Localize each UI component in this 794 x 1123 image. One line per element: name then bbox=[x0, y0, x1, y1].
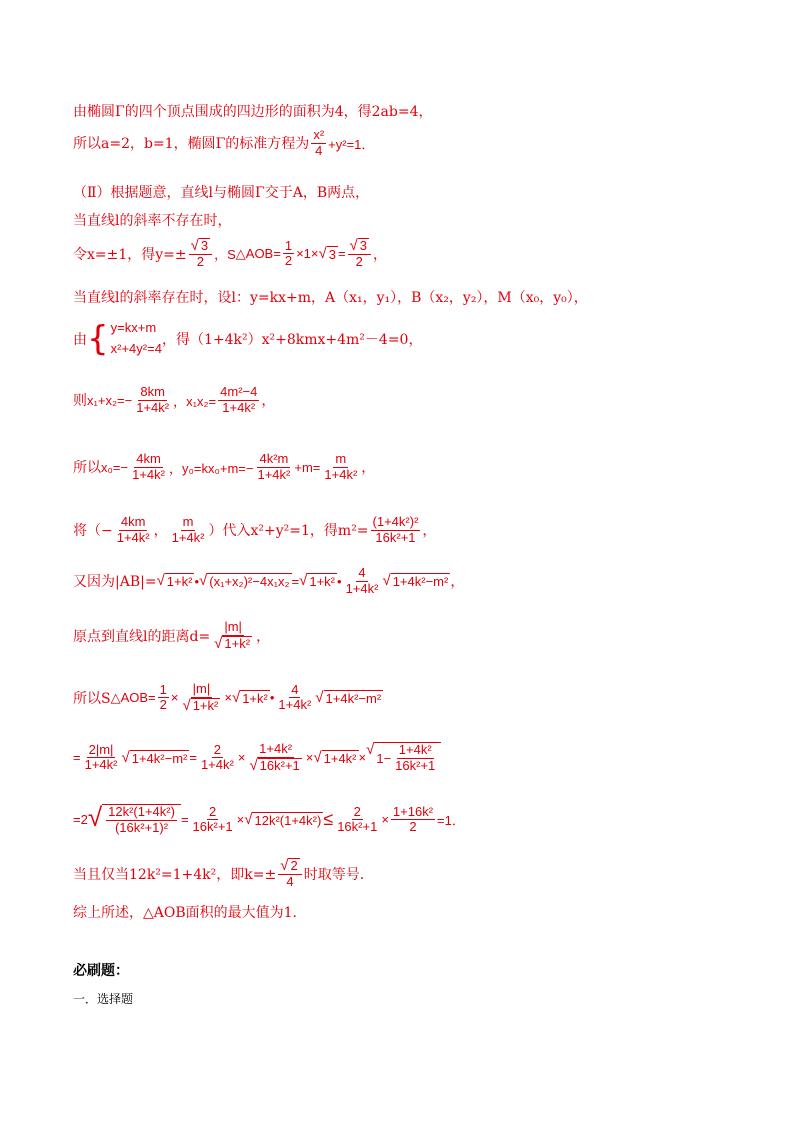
sqrt-symbol: √ 1+k² bbox=[156, 572, 193, 590]
sqrt-symbol: √ $\frac{\text{12k²(1+4k²)}}{\text{(16k²+1)²}}$ bbox=[88, 804, 181, 836]
section-heading-must-do bbox=[73, 960, 129, 980]
area-statement: 由椭圆Γ的四个顶点围成的四边形的面积为4，得2ab=4， bbox=[73, 104, 433, 120]
text-line-vieta: 则 x₁+x₂=− $\frac{8km}{\text{1+4k²}}$ ，x₁x₂= $\frac{\text{4m²−4}}{\text{1+4k²}}$ ， bbox=[73, 384, 276, 415]
sqrt-symbol: √ 1− $\frac{\text{1+4k²}}{\text{16k²+1}}$ bbox=[366, 742, 441, 774]
fraction-under-root: $\frac{\text{12k²(1+4k²)}}{\text{(16k²+1)²}}$ bbox=[108, 804, 175, 835]
fraction-root2-over-4: √ 2 4 bbox=[278, 858, 301, 890]
equation-tail: +y²=1． bbox=[328, 136, 375, 152]
fraction-x0: $\frac{4km}{\text{1+4k²}}$ bbox=[132, 451, 165, 482]
text-line-inequality: =2 √ $\frac{\text{12k²(1+4k²)}}{\text{(16k²+1)²}}$ = $\frac{2}{\text{16k²+1}}$ × √ 12k²(1+4k²) ≤ $\frac{2}{\text{16k²+1}}$ × $\frac{\text{1+16k²}}{2}$ =1． bbox=[73, 802, 465, 835]
fraction-two: $\frac{2}{\text{16k²+1}}$ bbox=[337, 803, 378, 835]
equation-system: y=kx+m x²+4y²=4 bbox=[110, 320, 162, 356]
case-one-heading: 当直线l的斜率不存在时， bbox=[73, 213, 232, 229]
sqrt-symbol: √ 1+4k²−m² bbox=[382, 572, 449, 590]
fraction-four: $\frac{4}{\text{1+4k²}}$ bbox=[278, 681, 312, 713]
section-title: 必刷题： bbox=[73, 963, 129, 979]
sqrt-symbol: √ 12k²(1+4k²) bbox=[244, 810, 322, 828]
conclusion-text: 综上所述，△AOB面积的最大值为1． bbox=[73, 905, 307, 921]
fraction-numerator: x² bbox=[313, 127, 325, 142]
text-line-slope-undefined bbox=[73, 210, 231, 230]
sqrt-symbol: √ 1+4k²−m² bbox=[315, 688, 382, 706]
subsection-title: 一．选择题 bbox=[73, 992, 134, 1006]
fraction-four: $\frac{4}{\text{1+4k²}}$ bbox=[345, 565, 379, 596]
text-line-midpoint: 所以 x₀=− $\frac{4km}{\text{1+4k²}}$ ，y₀=kx₀+m=− $\frac{\text{4k²m}}{\text{1+4k²}}$ +m= $\frac{m}{\text{1+4k²}}$ ， bbox=[73, 451, 376, 482]
sqrt-symbol: √ 1+4k²−m² bbox=[121, 748, 188, 766]
fraction-inner: $\frac{\text{1+4k²}}{\text{16k²+1}}$ bbox=[395, 742, 436, 773]
fraction-distance: |m| √ 1+k² bbox=[214, 619, 251, 652]
fraction-point-y: $\frac{m}{\text{1+4k²}}$ bbox=[171, 514, 205, 545]
system-result: ，得（1+4k²）x²+8kmx+4m²－4=0， bbox=[161, 331, 423, 348]
sqrt-symbol: √ 1+k² bbox=[299, 572, 336, 590]
text-line-substitute: 将（− $\frac{4km}{\text{1+4k²}}$ ， $\frac{m}{\text{1+4k²}}$ ）代入x²+y²=1，得m²= $\frac{\text{(1+4k²)²}}{\text{16k²+1}}$ ， bbox=[73, 514, 437, 545]
part-two-heading: （Ⅱ）根据题意，直线l与椭圆Γ交于A，B两点， bbox=[73, 185, 370, 201]
fraction-two: $\frac{2}{\text{1+4k²}}$ bbox=[200, 741, 234, 773]
statement-prefix: 所以a=2，b=1，椭圆Γ的标准方程为 bbox=[73, 136, 310, 153]
fraction-point-x: $\frac{4km}{\text{1+4k²}}$ bbox=[116, 514, 150, 545]
sqrt-symbol: √ (x₁+x₂)²−4x₁x₂ bbox=[199, 572, 290, 590]
text-line-system: 由 { y=kx+m x²+4y²=4 ，得（1+4k²）x²+8kmx+4m²－4=0， bbox=[73, 318, 423, 359]
fraction-product-roots: $\frac{\text{4m²−4}}{\text{1+4k²}}$ bbox=[220, 384, 258, 415]
fraction-distance: |m| √ 1+k² bbox=[182, 681, 219, 714]
text-line-slope-exists bbox=[73, 287, 588, 307]
text-line-area-formula: 所以S △AOB = $\frac{1}{2}$ × |m| √ 1+k² × √ 1+k² • $\frac{4}{\text{1+4k²}}$ √ 1+4k²−m² bbox=[73, 681, 382, 714]
fraction-m-squared: $\frac{\text{(1+4k²)²}}{\text{16k²+1}}$ bbox=[372, 514, 419, 545]
fraction-root3-over-2: √ 3 2 bbox=[189, 238, 212, 270]
sqrt-symbol: √ 3 bbox=[318, 244, 336, 262]
area-subscript: △AOB bbox=[235, 245, 274, 261]
text-line-distance: 原点到直线l的距离d= |m| √ 1+k² ， bbox=[73, 619, 271, 652]
section-heading-choice bbox=[73, 990, 133, 1007]
case-two-heading: 当直线l的斜率存在时，设l：y=kx+m，A（x₁，y₁），B（x₂，y₂），M（x₀，y₀）， bbox=[73, 290, 588, 306]
text-line-area bbox=[73, 101, 432, 121]
fraction-2m: $\frac{2|m|}{\text{1+4k²}}$ bbox=[84, 741, 118, 773]
text-line-conclusion bbox=[73, 902, 307, 922]
le-symbol: ≤ bbox=[323, 809, 334, 830]
fraction-denominator: 4 bbox=[315, 142, 323, 158]
fraction-y0-term: $\frac{\text{4k²m}}{\text{1+4k²}}$ bbox=[257, 451, 291, 482]
fraction-half: $\frac{1}{2}$ bbox=[159, 681, 167, 713]
fraction-sum-roots: $\frac{8km}{\text{1+4k²}}$ bbox=[136, 384, 170, 415]
left-brace-symbol: { bbox=[87, 318, 109, 359]
fraction-x2-over-4 bbox=[311, 128, 326, 159]
fraction-sqrt-ratio: 1+4k² √ 16k²+1 bbox=[249, 741, 300, 774]
text-line-chord-length: 又因为|AB|= √ 1+k² • √ (x₁+x₂)²−4x₁x₂ = √ 1+k² • $\frac{4}{\text{1+4k²}}$ √ 1+4k²−m² ， bbox=[73, 565, 465, 596]
fraction-amgm: $\frac{\text{1+16k²}}{2}$ bbox=[392, 803, 434, 835]
fraction-y0: $\frac{m}{\text{1+4k²}}$ bbox=[324, 451, 358, 482]
sqrt-symbol: √ 1+4k² bbox=[313, 748, 357, 766]
text-line-area-simplify: = $\frac{2|m|}{\text{1+4k²}}$ √ 1+4k²−m² = $\frac{2}{\text{1+4k²}}$ × 1+4k² √ 16k²+1 × √ 1+4k² × √ 1− $\frac{\text{1+4k²}}{\text{16k²+1}}$ bbox=[73, 742, 441, 774]
text-line-part-two bbox=[73, 182, 369, 202]
sqrt-symbol: √ 1+k² bbox=[231, 688, 268, 706]
sqrt-symbol: √ 3 bbox=[190, 237, 209, 254]
case-one-prefix: 令x=±1，得y=± bbox=[73, 246, 187, 263]
fraction-root3-over-2-result: √ 3 2 bbox=[348, 238, 371, 270]
text-line-equality-condition: 当且仅当12k²=1+4k²，即k=± √ 2 4 时取等号． bbox=[73, 857, 374, 889]
text-line-standard-equation bbox=[73, 128, 374, 159]
fraction-half: $\frac{1}{2}$ bbox=[284, 237, 293, 269]
text-line-case-one-area: 令x=±1，得y=± √ 3 2 ，S △AOB = $\frac{1}{2}$ ×1× √ 3 = √ 3 2 ， bbox=[73, 237, 388, 269]
fraction-two: $\frac{2}{\text{16k²+1}}$ bbox=[192, 803, 233, 835]
